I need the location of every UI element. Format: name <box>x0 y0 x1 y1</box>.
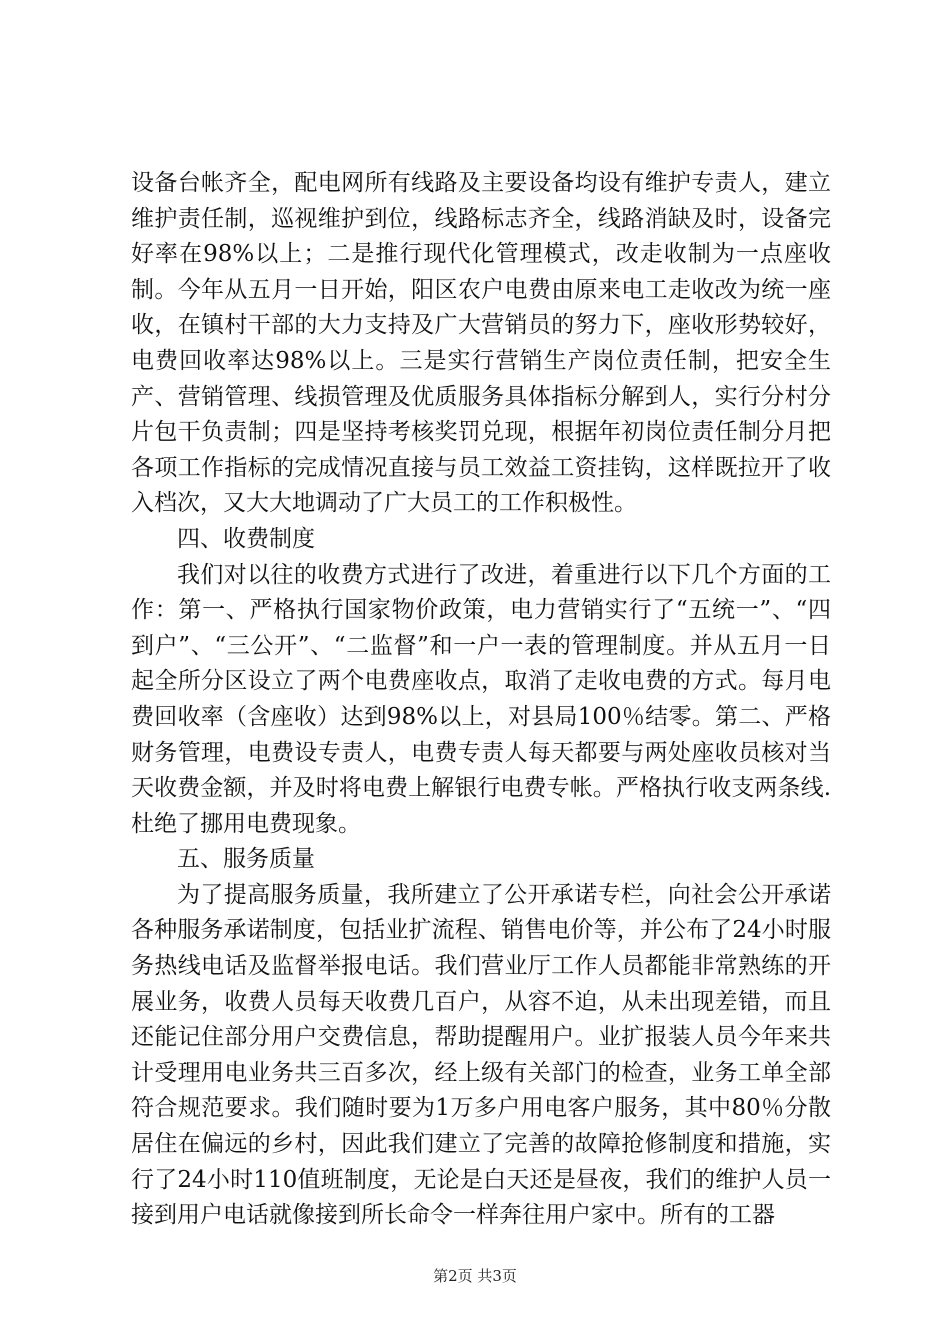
section-heading-service: 五、服务质量 <box>177 846 315 873</box>
paragraph-fee-system: 我们对以往的收费方式进行了改进，着重进行以下几个方面的工作：第一、严格执行国家物价政策，电力营销实行了“五统一”、“四到户”、“三公开”、“二监督”和一户一表的管理制度。并从五月一日起全所分区设立了两个电费座收点，取消了走收电费的方式。每月电费回收率（含座收）达到98%以上，对县局100％结零。第二、严格财务管理，电费设专责人，电费专责人每天都要与两处座收员核对当天收费金额，并及时将电费上解银行电费专帐。严格执行收支两条线.杜绝了挪用电费现象。 <box>131 561 831 837</box>
paragraph-service-quality: 为了提高服务质量，我所建立了公开承诺专栏，向社会公开承诺各种服务承诺制度，包括业扩流程、销售电价等，并公布了24小时服务热线电话及监督举报电话。我们营业厅工作人员都能非常熟练的开展业务，收费人员每天收费几百户，从容不迫，从未出现差错，而且还能记住部分用户交费信息，帮助提醒用户。业扩报装人员今年来共计受理用电业务共三百多次，经上级有关部门的检查，业务工单全部符合规范要求。我们随时要为1万多户用电客户服务，其中80％分散居住在偏远的乡村，因此我们建立了完善的故障抢修制度和措施，实行了24小时110值班制度，无论是白天还是昼夜，我们的维护人员一接到用户电话就像接到所长命令一样奔往用户家中。所有的工器 <box>131 881 831 1229</box>
section-heading-fees: 四、收费制度 <box>177 525 315 552</box>
paragraph-continuation: 设备台帐齐全，配电网所有线路及主要设备均设有维护专责人，建立维护责任制，巡视维护到位，线路标志齐全，线路消缺及时，设备完好率在98%以上；二是推行现代化管理模式，改走收制为一点座收制。今年从五月一日开始，阳区农户电费由原来电工走收改为统一座收，在镇村干部的大力支持及广大营销员的努力下，座收形势较好，电费回收率达98%以上。三是实行营销生产岗位责任制，把安全生产、营销管理、线损管理及优质服务具体指标分解到人，实行分村分片包干负责制；四是坚持考核奖罚兑现，根据年初岗位责任制分月把各项工作指标的完成情况直接与员工效益工资挂钩，这样既拉开了收入档次，又大大地调动了广大员工的工作积极性。 <box>131 170 831 517</box>
page-footer: 第2页 共3页 <box>433 1267 517 1285</box>
document-body <box>131 166 831 1234</box>
